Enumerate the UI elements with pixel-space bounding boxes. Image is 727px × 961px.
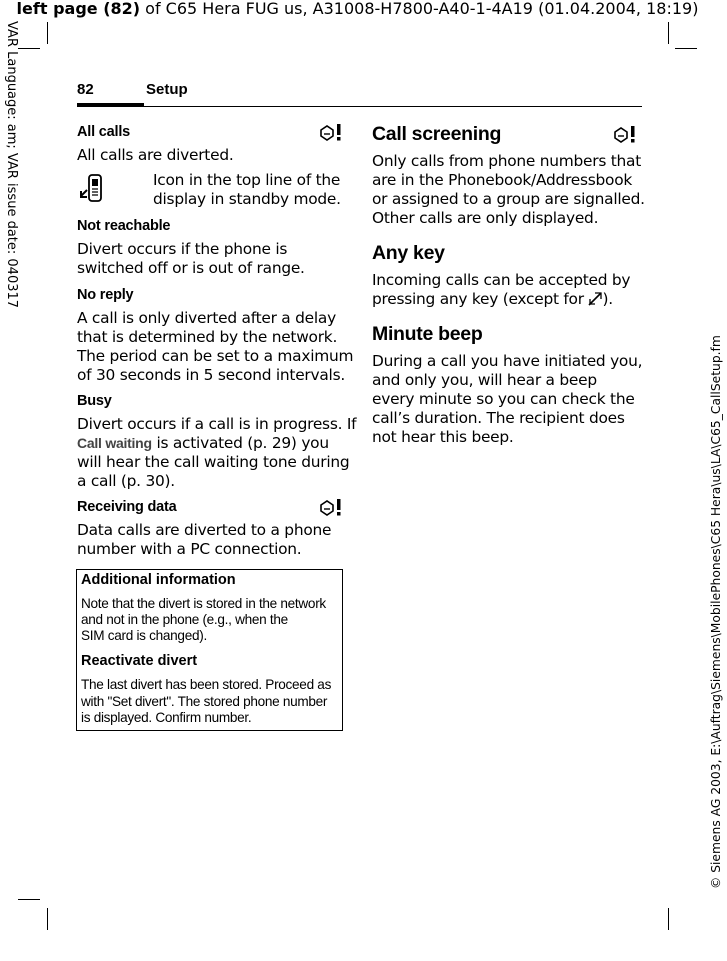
text-call-screening-2: are in the Phonebook/Addressbook (372, 171, 633, 189)
text-not-reachable-2: switched off or is out of range. (77, 259, 305, 277)
icon-note-line1: Icon in the top line of the (153, 171, 341, 189)
text-any-key-2: pressing any key (except for ). (372, 290, 613, 308)
page-number: 82 (77, 81, 94, 98)
text-all-calls: All calls are diverted. (77, 146, 234, 164)
text-busy-2: Call waiting is activated (p. 29) you (77, 434, 329, 452)
text-any-key-1: Incoming calls can be accepted by (372, 271, 631, 289)
text-call-screening-4: Other calls are only displayed. (372, 209, 599, 227)
print-header-info: of C65 Hera FUG us, A31008-H7800-A40-1-4A19 (01.04.2004, 18:19) (140, 0, 699, 18)
text-busy-1: Divert occurs if a call is in progress. If (77, 415, 357, 433)
network-service-icon (318, 497, 344, 517)
text-no-reply-3: The period can be set to a maximum (77, 347, 354, 365)
text-call-screening-3: or assigned to a group are signalled. (372, 190, 645, 208)
text-minute-beep-2: and only you, will hear a beep (372, 371, 597, 389)
box-text-2b: with "Set divert". The stored phone number (81, 694, 328, 709)
end-call-key-icon (588, 291, 602, 306)
text-no-reply-4: of 30 seconds in 5 second intervals. (77, 366, 345, 384)
heading-all-calls: All calls (77, 124, 131, 140)
crop-mark (18, 48, 40, 49)
text-no-reply-1: A call is only diverted after a delay (77, 309, 336, 327)
text-busy-3: will hear the call waiting tone during (77, 453, 350, 471)
crop-mark (18, 899, 40, 900)
header-rule (77, 106, 642, 107)
text-receiving-data-1: Data calls are diverted to a phone (77, 521, 332, 539)
heading-no-reply: No reply (77, 287, 134, 303)
text-receiving-data-2: number with a PC connection. (77, 540, 302, 558)
network-service-icon (318, 122, 344, 142)
heading-minute-beep: Minute beep (372, 323, 483, 345)
text-busy-4: a call (p. 30). (77, 472, 175, 490)
heading-not-reachable: Not reachable (77, 218, 171, 234)
crop-mark (668, 908, 669, 930)
text-minute-beep-4: call’s duration. The recipient does (372, 409, 625, 427)
side-language-info: VAR Language: am; VAR issue date: 040317 (4, 21, 19, 309)
divert-icon (78, 172, 106, 204)
box-text-2a: The last divert has been stored. Proceed as (81, 677, 332, 692)
text-minute-beep-5: not hear this beep. (372, 428, 514, 446)
heading-receiving-data: Receiving data (77, 499, 177, 515)
heading-busy: Busy (77, 393, 112, 409)
text-minute-beep-1: During a call you have initiated you, (372, 352, 643, 370)
side-copyright-path: © Siemens AG 2003, E:\Auftrag\Siemens\MobilePhones\C65 Hera\us\LA\C65_CallSetup.fm (709, 335, 723, 889)
text-minute-beep-3: every minute so you can check the (372, 390, 635, 408)
crop-mark (675, 48, 697, 49)
print-header-page: left page (82) (16, 0, 141, 18)
box-text-1c: SIM card is changed). (81, 628, 207, 643)
print-header (0, 0, 715, 18)
box-text-1b: and not in the phone (e.g., when the (81, 612, 288, 627)
section-title: Setup (146, 81, 188, 98)
network-service-icon (612, 124, 638, 144)
menu-reference: Call waiting (77, 435, 152, 451)
text-no-reply-2: that is determined by the network. (77, 328, 338, 346)
heading-any-key: Any key (372, 242, 445, 264)
text-call-screening-1: Only calls from phone numbers that (372, 152, 641, 170)
box-heading-reactivate: Reactivate divert (81, 653, 198, 669)
heading-call-screening: Call screening (372, 123, 502, 145)
crop-mark (668, 22, 669, 44)
text-not-reachable-1: Divert occurs if the phone is (77, 240, 288, 258)
icon-note-line2: display in standby mode. (153, 190, 341, 208)
box-heading-additional-info: Additional information (81, 572, 236, 588)
box-text-1a: Note that the divert is stored in the network (81, 596, 326, 611)
box-text-2c: is displayed. Confirm number. (81, 710, 252, 725)
crop-mark (47, 908, 48, 930)
crop-mark (47, 22, 48, 44)
